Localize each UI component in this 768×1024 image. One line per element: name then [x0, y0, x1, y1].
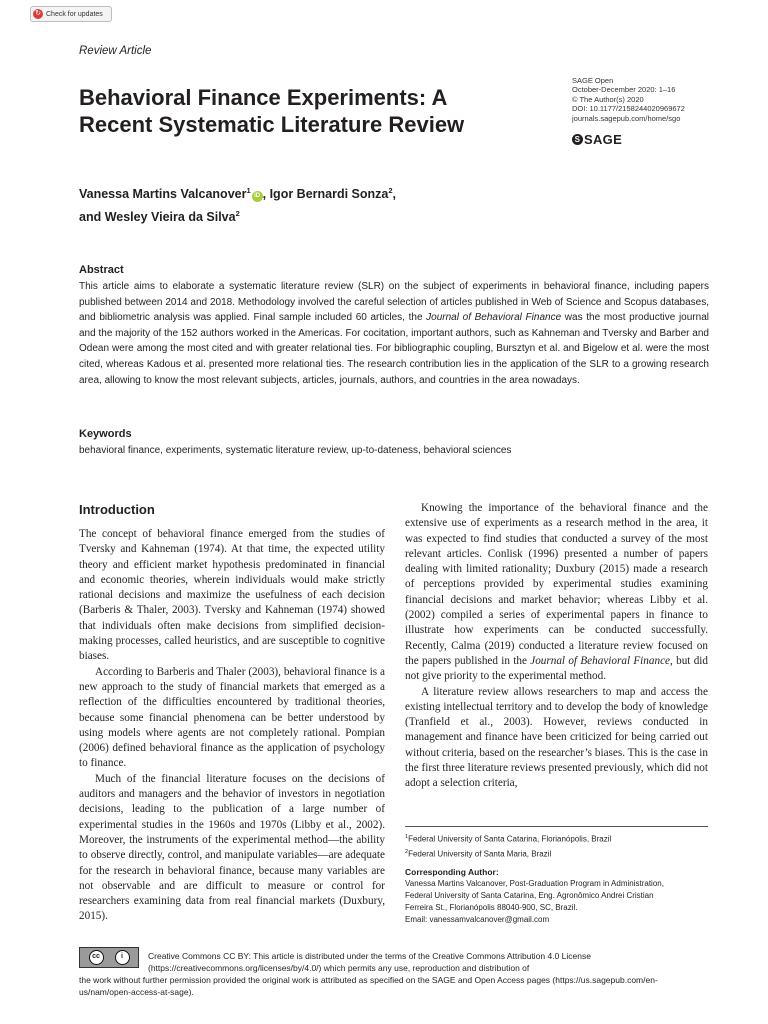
abstract-part-1: This article aims to elaborate a systematic literature review (SLR) on the subject of experiments in behavioral finance, including papers published between 2014 and 2018. Methodology involved the careful selection of articles published in Web of Science and Scopus databases, and bibliometric analysis was applied. Final sample included 60 articles, the [79, 281, 709, 324]
corresponding-author-heading: Corresponding Author: [405, 867, 499, 877]
journal-issue: October-December 2020: 1–16 [572, 85, 676, 95]
license-text: Creative Commons CC BY: This article is distributed under the terms of the Creative Commons Attribution 4.0 License (https://creativecommons.org/licenses/by/4.0/) which permits any use, reproduction and distribution of [148, 951, 591, 973]
abstract-journal-name: Journal of Behavioral Finance [426, 312, 562, 324]
author-2-separator: , [392, 187, 397, 202]
check-for-updates-button[interactable] [30, 6, 112, 22]
paragraph: The concept of behavioral finance emerged from the studies of Tversky and Kahneman (1974). At that time, the expected utility theory and efficient market hypothesis predominated in financial and economic theories, wherein individuals would make strictly rational decisions and maximize the usefulness of each decision (Barberis & Thaler, 2003). Tversky and Kahneman (1974) showed that individuals often make decisions from simplified decision-making processes, called heuristics, and are susceptible to cognitive biases. [79, 528, 385, 663]
affiliation-1 [405, 831, 708, 846]
abstract-text [79, 279, 709, 388]
journal-url-link[interactable]: journals.sagepub.com/home/sgo [572, 113, 681, 123]
paragraph [405, 501, 708, 685]
affiliation-1-text: Federal University of Santa Catarina, Florianópolis, Brazil [408, 834, 612, 844]
paragraph-part: , but did not give priority to the experimental method. [405, 654, 708, 683]
author-2-affil: 2 [388, 186, 393, 195]
paragraph: According to Barberis and Thaler (2003), behavioral finance is a new approach to the study of financial markets that emerged as a reflection of the difficulties encountered by traditional theories, because some financial phenomena can be better understood by using models where agents are not completely rational. Pompian (2006) defined behavioral finance as the application of psychology to finance. [79, 665, 385, 770]
corresponding-author [405, 878, 708, 926]
keywords-text: behavioral finance, experiments, systematic literature review, up-to-dateness, behavioral sciences [79, 445, 512, 456]
corresponding-line: Ferreira St., Florianópolis 88040-900, SC, Brazil. [405, 903, 578, 912]
paragraph: A literature review allows researchers to map and access the existing intellectual territory and to develop the body of knowledge (Tranfield et al., 2003). However, reviews conducted in management and finance have been criticized for being carried out without criteria, based on the researcher’s biases. This is the case in the first three literature reviews presented previously, which did not adopt a selection criteria, [405, 685, 708, 790]
author-list [79, 181, 539, 227]
doi-link[interactable]: DOI: 10.1177/2158244020969672 [572, 104, 685, 114]
orcid-icon[interactable]: iD [252, 191, 263, 202]
affiliation-2-number: 2 [405, 849, 409, 856]
corresponding-line: Vanessa Martins Valcanover, Post-Graduation Program in Administration, [405, 879, 664, 888]
abstract-part-2: was the most productive journal and the majority of the 152 authors worked in the Americas. For cocitation, important authors, such as Kahneman and Tversky and Barber and Odean were among the most cited and with greater relational ties. For bibliographic coupling, Bursztyn et al. and Bigelow et al. were the most cited, whereas Kadous et al. presented more relational ties. The research contribution lies in the application of the SLR to a growing research area, allowing to know the most relevant subjects, articles, journals, authors, and countries in the area nowadays. [79, 312, 709, 386]
article-title: Behavioral Finance Experiments: A Recent Systematic Literature Review [79, 85, 465, 137]
corresponding-line: Federal University of Santa Catarina, Eng. Agronômico Andrei Cristian [405, 891, 654, 900]
license-text-continued: the work without further permission provided the original work is attributed as specified on the SAGE and Open Access pages (https://us.sagepub.com/en-us/nam/open-access-at-sage). [79, 975, 658, 997]
corresponding-email-link[interactable]: Email: vanessamvalcanover@gmail.com [405, 915, 550, 924]
author-3-affil: 2 [235, 209, 240, 219]
introduction-heading: Introduction [79, 502, 155, 517]
author-3: and Wesley Vieira da Silva [79, 210, 236, 225]
abstract-heading: Abstract [79, 264, 124, 276]
affiliation-2 [405, 846, 708, 861]
sage-logo [572, 132, 622, 147]
check-for-updates-label: Check for updates [46, 10, 103, 18]
journal-name: SAGE Open [572, 76, 614, 85]
sage-logo-icon: S [572, 134, 583, 145]
affiliations [405, 831, 708, 861]
paragraph-part: Knowing the importance of the behavioral finance and the extensive use of experiments as a research method in the area, it was expected to find studies that conducted a survey of the most relevant articles. Conlisk (1996) presented a number of papers dealing with limited rationality; Duxbury (2015) made a research of perceptions provided by experimental studies examining financial decisions and market behavior; whereas Libby et al. (2002) compiled a series of experimental papers in finance to illustrate how experiments can be conducted successfully. Recently, Calma (2019) conducted a literature review focused on the papers published in the [405, 502, 708, 667]
affiliation-1-number: 1 [405, 834, 409, 840]
author-2: , Igor Bernardi Sonza [262, 187, 389, 202]
author-1: Vanessa Martins Valcanover [79, 187, 247, 202]
footnote-divider [405, 826, 708, 827]
cc-by-badge[interactable] [79, 947, 139, 968]
attribution-icon: i [115, 950, 130, 965]
copyright: © The Author(s) 2020 [572, 94, 644, 104]
keywords-heading: Keywords [79, 428, 132, 440]
journal-name-italic: Journal of Behavioral Finance [530, 654, 670, 667]
affiliation-2-text: Federal University of Santa Maria, Brazil [408, 849, 552, 859]
refresh-icon: ↻ [33, 9, 43, 19]
journal-meta [572, 76, 685, 123]
author-1-affil: 1 [246, 186, 251, 195]
right-column [405, 501, 708, 792]
cc-icon: cc [89, 950, 104, 965]
paragraph: Much of the financial literature focuses on the decisions of auditors and managers and the behavior of investors in negotiation decisions, leading to the publication of a large number of experimental studies in the 1960s and 1970s (Libby et al., 2002). Moreover, the instruments of the experimental method—the ability to observe directly, control, and manipulate variables—are adequate for the research in behavioral finance, because many variables are not observable and are difficult to measure or control for researchers examining data from real financial markets (Duxbury, 2015). [79, 772, 385, 923]
sage-logo-text: SAGE [584, 132, 623, 147]
article-type: Review Article [79, 45, 152, 57]
left-column [79, 527, 385, 925]
